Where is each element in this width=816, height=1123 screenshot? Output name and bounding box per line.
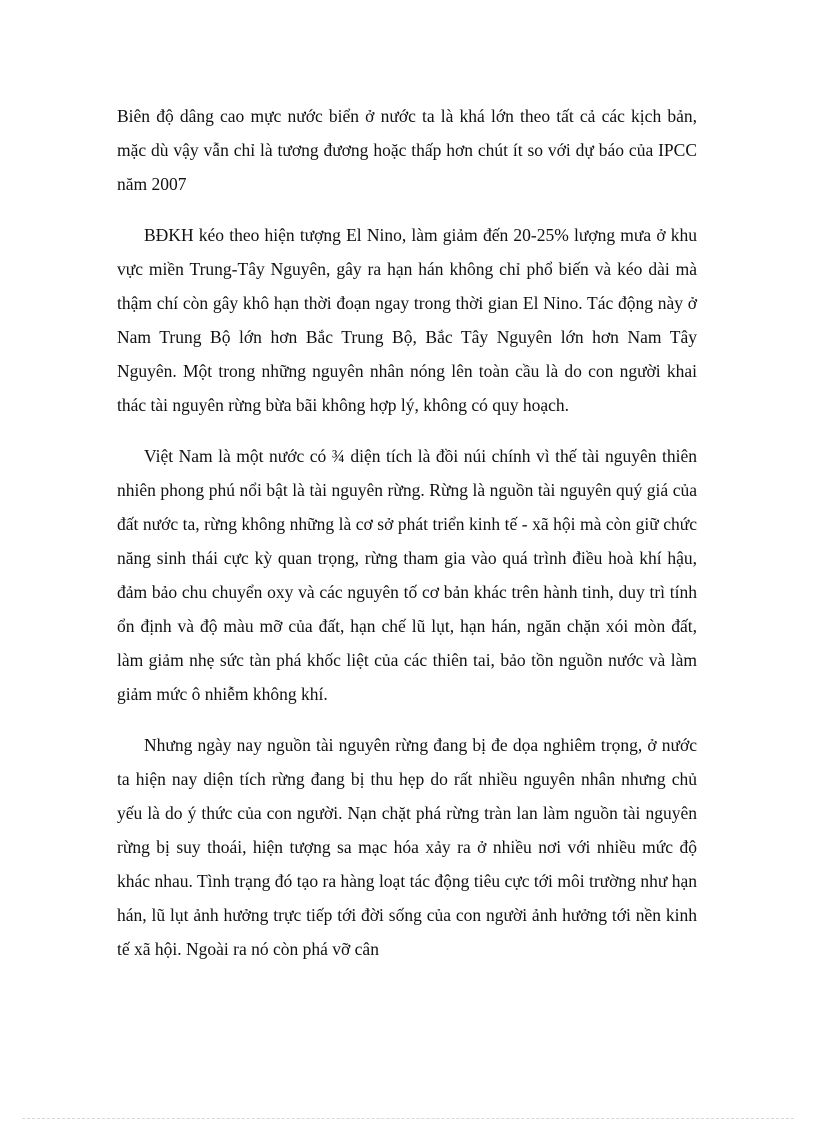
paragraph-el-nino: BĐKH kéo theo hiện tượng El Nino, làm giảm đến 20-25% lượng mưa ở khu vực miền Trung-Tây Nguyên, gây ra hạn hán không chỉ phổ biến và kéo dài mà thậm chí còn gây khô hạn thời đoạn ngay trong thời gian El Nino. Tác động này ở Nam Trung Bộ lớn hơn Bắc Trung Bộ, Bắc Tây Nguyên lớn hơn Nam Tây Nguyên. Một trong những nguyên nhân nóng lên toàn cầu là do con người khai thác tài nguyên rừng bừa bãi không hợp lý, không có quy hoạch. bbox=[117, 225, 697, 415]
page-break-divider bbox=[22, 1118, 794, 1119]
paragraph-sea-level: Biên độ dâng cao mực nước biển ở nước ta là khá lớn theo tất cả các kịch bản, mặc dù vậy vẫn chỉ là tương đương hoặc thấp hơn chút ít so với dự báo của IPCC năm 2007 bbox=[117, 106, 697, 194]
paragraph-forest-resources: Việt Nam là một nước có ¾ diện tích là đồi núi chính vì thế tài nguyên thiên nhiên phong phú nổi bật là tài nguyên rừng. Rừng là nguồn tài nguyên quý giá của đất nước ta, rừng không những là cơ sở phát triển kinh tế - xã hội mà còn giữ chức năng sinh thái cực kỳ quan trọng, rừng tham gia vào quá trình điều hoà khí hậu, đảm bảo chu chuyển oxy và các nguyên tố cơ bản khác trên hành tinh, duy trì tính ổn định và độ màu mỡ của đất, hạn chế lũ lụt, hạn hán, ngăn chặn xói mòn đất, làm giảm nhẹ sức tàn phá khốc liệt của các thiên tai, bảo tồn nguồn nước và làm giảm mức ô nhiễm không khí. bbox=[117, 446, 697, 704]
document-body bbox=[117, 99, 697, 983]
paragraph-deforestation: Nhưng ngày nay nguồn tài nguyên rừng đang bị đe dọa nghiêm trọng, ở nước ta hiện nay diện tích rừng đang bị thu hẹp do rất nhiều nguyên nhân nhưng chủ yếu là do ý thức của con người. Nạn chặt phá rừng tràn lan làm nguồn tài nguyên rừng bị suy thoái, hiện tượng sa mạc hóa xảy ra ở nhiều nơi với nhiều mức độ khác nhau. Tình trạng đó tạo ra hàng loạt tác động tiêu cực tới môi trường như hạn hán, lũ lụt ảnh hưởng trực tiếp tới đời sống của con người ảnh hưởng tới nền kinh tế xã hội. Ngoài ra nó còn phá vỡ cân bbox=[117, 735, 697, 959]
